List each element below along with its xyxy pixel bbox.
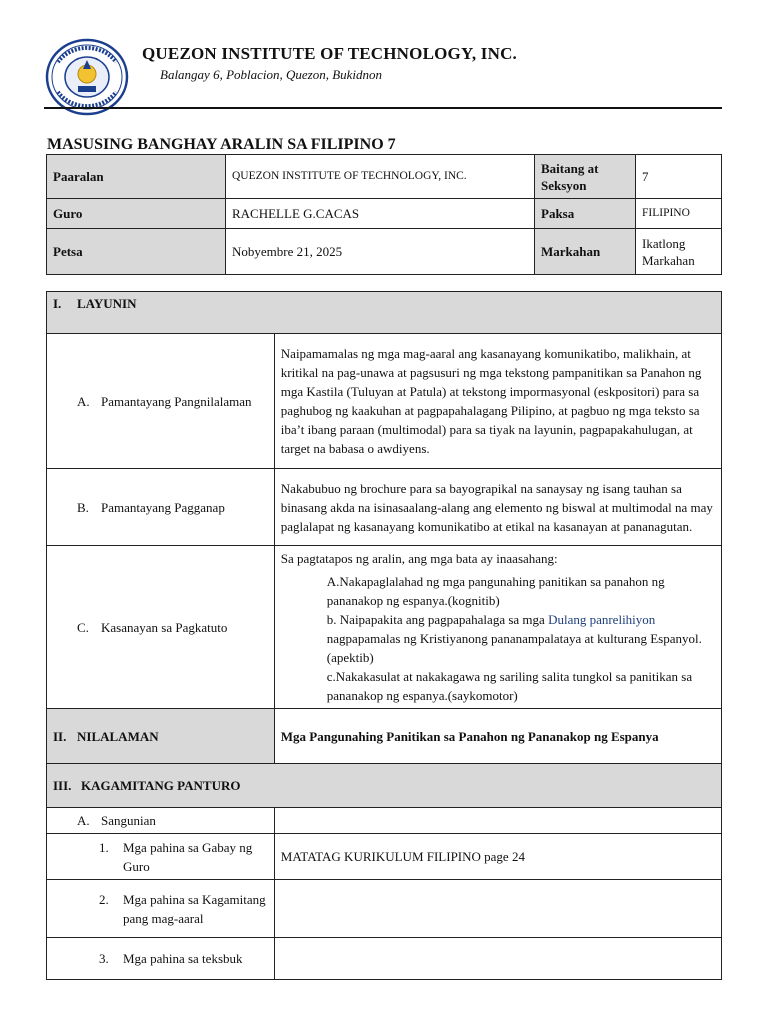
section-number: III. (53, 778, 72, 793)
petsa-label: Petsa (47, 229, 226, 275)
target-cognitive: A.Nakapaglalahad ng mga pangunahing panitikan sa panahon ng pananakop ng espanya.(kognitib) (326, 574, 665, 608)
target-affective (327, 610, 715, 667)
item-label: Mga pahina sa Gabay ng Guro (123, 839, 253, 874)
target-highlight: Dulang panrelihiyon (548, 612, 656, 627)
pamantayang-pagganap-label (47, 469, 275, 546)
item-number: 1. (99, 839, 109, 855)
school-name: QUEZON INSTITUTE OF TECHNOLOGY, INC. (142, 44, 517, 63)
item-label: Sangunian (101, 813, 156, 828)
section-heading: KAGAMITANG PANTURO (81, 778, 241, 793)
kagamitang-mag-aaral-label (47, 880, 275, 938)
item-label: Kasanayan sa Pagkatuto (101, 619, 228, 635)
section-layunin (47, 292, 722, 334)
baitang-label: Baitang at Seksyon (535, 155, 636, 199)
gabay-guro-value: MATATAG KURIKULUM FILIPINO page 24 (274, 834, 721, 880)
document-header (44, 38, 724, 108)
school-seal-logo (44, 38, 130, 116)
header-divider (44, 107, 722, 109)
nilalaman-text: Mga Pangunahing Panitikan sa Panahon ng Pananakop ng Espanya (274, 709, 721, 764)
kasanayan-content (274, 546, 721, 709)
item-number: 3. (99, 951, 109, 966)
lesson-info-table (46, 154, 722, 275)
sangunian-value (274, 808, 721, 834)
item-number: A. (77, 393, 90, 409)
lesson-plan-table (46, 291, 722, 980)
teksbuk-value (274, 938, 721, 980)
section-kagamitan (47, 764, 722, 808)
petsa-value: Nobyembre 21, 2025 (226, 229, 535, 275)
kasanayan-label (47, 546, 275, 709)
item-label: Mga pahina sa teksbuk (123, 951, 243, 966)
item-number: A. (77, 813, 90, 828)
kasanayan-intro: Sa pagtatapos ng aralin, ang mga bata ay inaasahang: (280, 551, 558, 566)
target-text: b. Naipapakita ang pagpapahalaga sa mga (326, 612, 549, 627)
section-number: I. (53, 296, 62, 311)
guro-label: Guro (47, 199, 226, 229)
section-heading: NILALAMAN (77, 728, 159, 744)
kagamitang-mag-aaral-value (274, 880, 721, 938)
paaralan-label: Paaralan (47, 155, 226, 199)
markahan-label: Markahan (535, 229, 636, 275)
item-label: Pamantayang Pagganap (101, 499, 225, 515)
sangunian-label (47, 808, 275, 834)
paaralan-value: QUEZON INSTITUTE OF TECHNOLOGY, INC. (226, 155, 535, 199)
target-psychomotor: c.Nakakasulat at nakakagawa ng sariling salita tungkol sa panitikan sa pananakop ng espanya.(saykomotor) (326, 669, 693, 703)
item-number: B. (77, 499, 89, 515)
paksa-label: Paksa (535, 199, 636, 229)
item-label: Pamantayang Pangnilalaman (101, 393, 252, 409)
pamantayang-pangnilalaman-label (47, 334, 275, 469)
paksa-value: FILIPINO (636, 199, 722, 229)
guro-value: RACHELLE G.CACAS (226, 199, 535, 229)
school-address: Balangay 6, Poblacion, Quezon, Bukidnon (160, 67, 383, 82)
section-heading: LAYUNIN (77, 296, 137, 311)
pamantayang-pagganap-text: Nakabubuo ng brochure para sa bayograpikal na sanaysay ng isang tauhan sa binasang akda na isinasaalang-alang ang elemento ng biswal at multimodal na may paglalapat ng kasanayang komunikatibo at etikal na kasanayan at pananagutan. (274, 469, 721, 546)
item-number: 2. (99, 891, 109, 907)
section-nilalaman (47, 709, 275, 764)
baitang-value: 7 (636, 155, 722, 199)
item-number: C. (77, 619, 89, 635)
section-number: II. (53, 728, 67, 744)
kasanayan-targets (281, 572, 715, 705)
pamantayang-pangnilalaman-text: Naipamamalas ng mga mag-aaral ang kasanayang komunikatibo, malikhain, at kritikal na pag-unawa at pagsusuri ng mga tekstong pampanitikan sa Panahon ng mga Kastila (Tuluyan at Patula) at tekstong impormasyonal (eskpositori) para sa paghubog ng kaakuhan at pagpapahalagang Pilipino, at pagbuo ng mga teksto sa iba’t ibang paraan (multimodal) para sa tiyak na layunin, pagpapakahulugan, at target na babasa o awdiyens. (274, 334, 721, 469)
document-title: MASUSING BANGHAY ARALIN SA FILIPINO 7 (47, 136, 396, 153)
item-label: Mga pahina sa Kagamitang pang mag-aaral (123, 891, 266, 926)
teksbuk-label (47, 938, 275, 980)
target-text: nagpapamalas ng Kristiyanong pananampalataya at kulturang Espanyol. (apektib) (326, 631, 702, 665)
gabay-guro-label (47, 834, 275, 880)
markahan-value: Ikatlong Markahan (636, 229, 722, 275)
